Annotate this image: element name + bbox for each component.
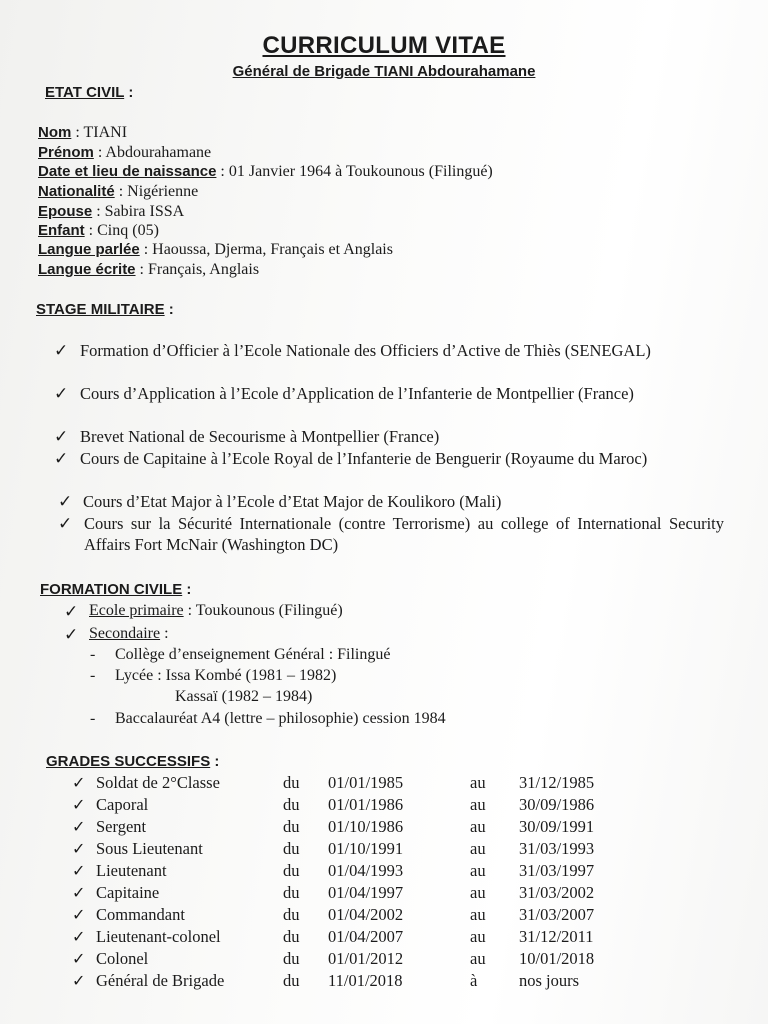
grade-to-date: 10/01/2018 [519, 949, 595, 968]
grade-name: Lieutenant-colonel [96, 927, 221, 946]
grade-du: du [283, 927, 300, 946]
bac-item: Baccalauréat A4 (lettre – philosophie) cession 1984 [115, 710, 446, 727]
field-label: Date et lieu de naissance [38, 163, 217, 180]
grade-du: du [283, 971, 300, 990]
checkmark-icon: ✓ [72, 795, 86, 814]
grade-to-date: 31/03/1993 [519, 839, 595, 858]
grade-from-date: 11/01/2018 [328, 971, 403, 990]
grade-au: au [470, 773, 486, 792]
grade-au: au [470, 795, 486, 814]
grade-au: au [470, 817, 486, 836]
grade-row [0, 905, 768, 927]
checkmark-icon: ✓ [72, 839, 86, 858]
field-label: Nom [38, 124, 72, 141]
field-label: Langue parlée [38, 241, 140, 258]
field-nationalite [38, 183, 198, 201]
checkmark-icon: ✓ [54, 341, 69, 361]
lycee-item: Lycée : Issa Kombé (1981 – 1982) [115, 667, 337, 684]
stage-militaire-heading [36, 301, 174, 318]
grade-du: du [283, 839, 300, 858]
grades-heading [46, 753, 219, 770]
etat-civil-heading-text: ETAT CIVIL [45, 84, 125, 101]
grade-from-date: 01/01/1985 [328, 773, 404, 792]
secondaire-label: Secondaire [89, 625, 161, 642]
field-prenom [38, 144, 211, 162]
field-value: : Abdourahamane [93, 144, 212, 161]
field-label: Nationalité [38, 183, 115, 200]
grade-au: au [470, 839, 486, 858]
field-value: : TIANI [71, 124, 128, 141]
field-value: : Sabira ISSA [92, 203, 185, 220]
secondaire-colon: : [160, 625, 169, 642]
stage-militaire-heading-text: STAGE MILITAIRE [36, 301, 165, 318]
grade-name: Colonel [96, 949, 149, 968]
etat-civil-heading-colon: : [124, 84, 134, 101]
grade-from-date: 01/04/2007 [328, 927, 404, 946]
grade-du: du [283, 949, 300, 968]
checkmark-icon: ✓ [54, 427, 69, 447]
grade-row [0, 883, 768, 905]
checkmark-icon: ✓ [72, 905, 86, 924]
grade-name: Général de Brigade [96, 971, 225, 990]
formation-civile-heading-colon: : [182, 581, 192, 598]
grade-to-date: 31/12/1985 [519, 773, 595, 792]
ecole-primaire-value: : Toukounous (Filingué) [183, 602, 343, 619]
checkmark-icon: ✓ [64, 625, 79, 645]
field-nom [38, 124, 127, 142]
grade-du: du [283, 817, 300, 836]
grade-from-date: 01/04/2002 [328, 905, 404, 924]
field-value: : Cinq (05) [84, 222, 159, 239]
checkmark-icon: ✓ [72, 773, 86, 792]
field-langue-parlee [38, 241, 393, 259]
grade-from-date: 01/01/2012 [328, 949, 404, 968]
checkmark-icon: ✓ [72, 949, 86, 968]
grade-du: du [283, 905, 300, 924]
grade-from-date: 01/04/1997 [328, 883, 404, 902]
checkmark-icon: ✓ [64, 602, 79, 622]
grade-name: Caporal [96, 795, 149, 814]
grade-name: Sous Lieutenant [96, 839, 203, 858]
grade-du: du [283, 861, 300, 880]
stage-item: Formation d’Officier à l’Ecole Nationale des Officiers d’Active de Thiès (SENEGAL) [80, 341, 651, 360]
grade-name: Lieutenant [96, 861, 167, 880]
grade-name: Sergent [96, 817, 147, 836]
grade-au: au [470, 905, 486, 924]
grade-name: Soldat de 2°Classe [96, 773, 220, 792]
checkmark-icon: ✓ [72, 927, 86, 946]
field-enfant [38, 222, 159, 240]
grades-heading-text: GRADES SUCCESSIFS [46, 753, 211, 770]
field-epouse [38, 203, 184, 221]
grade-au: au [470, 883, 486, 902]
grade-au: au [470, 949, 486, 968]
grade-au: au [470, 927, 486, 946]
checkmark-icon: ✓ [54, 384, 69, 404]
ecole-primaire [89, 602, 343, 620]
grade-to-date: nos jours [519, 971, 580, 990]
formation-civile-heading-text: FORMATION CIVILE [40, 581, 183, 598]
grade-row [0, 839, 768, 861]
grade-du: du [283, 773, 300, 792]
field-value: : 01 Janvier 1964 à Toukounous (Filingué) [216, 163, 493, 180]
grade-name: Capitaine [96, 883, 160, 902]
stage-item: Cours d’Etat Major à l’Ecole d’Etat Major de Koulikoro (Mali) [83, 492, 502, 511]
grade-to-date: 30/09/1991 [519, 817, 595, 836]
checkmark-icon: ✓ [72, 817, 86, 836]
grade-row [0, 817, 768, 839]
stage-militaire-heading-colon: : [164, 301, 174, 318]
field-value: : Haoussa, Djerma, Français et Anglais [139, 241, 393, 258]
checkmark-icon: ✓ [58, 514, 73, 534]
formation-civile-heading [40, 581, 191, 598]
field-label: Prénom [38, 144, 94, 161]
grade-from-date: 01/10/1986 [328, 817, 404, 836]
grade-row [0, 971, 768, 993]
lycee-item-2: Kassaï (1982 – 1984) [175, 688, 313, 705]
field-langue-ecrite [38, 261, 259, 279]
grade-au: au [470, 861, 486, 880]
grade-from-date: 01/10/1991 [328, 839, 404, 858]
grade-row [0, 861, 768, 883]
stage-item: Cours de Capitaine à l’Ecole Royal de l’Infanterie de Benguerir (Royaume du Maroc) [80, 449, 648, 468]
stage-item: Cours d’Application à l’Ecole d’Application de l’Infanterie de Montpellier (France) [80, 384, 634, 403]
field-value: : Nigérienne [114, 183, 199, 200]
grade-to-date: 31/03/1997 [519, 861, 595, 880]
grade-to-date: 30/09/1986 [519, 795, 595, 814]
grade-to-date: 31/03/2002 [519, 883, 595, 902]
checkmark-icon: ✓ [72, 971, 86, 990]
checkmark-icon: ✓ [54, 449, 69, 469]
dash-bullet: - [90, 667, 96, 684]
college-item: Collège d’enseignement Général : Filingué [115, 646, 391, 663]
grade-name: Commandant [96, 905, 185, 924]
grade-du: du [283, 795, 300, 814]
field-naissance [38, 163, 493, 181]
field-label: Epouse [38, 203, 93, 220]
grades-heading-colon: : [210, 753, 220, 770]
dash-bullet: - [90, 710, 96, 727]
field-value: : Français, Anglais [135, 261, 260, 278]
grade-from-date: 01/01/1986 [328, 795, 404, 814]
grade-row [0, 773, 768, 795]
field-label: Enfant [38, 222, 85, 239]
grade-to-date: 31/12/2011 [519, 927, 594, 946]
checkmark-icon: ✓ [58, 492, 73, 512]
checkmark-icon: ✓ [72, 861, 86, 880]
grade-row [0, 927, 768, 949]
grade-from-date: 01/04/1993 [328, 861, 404, 880]
ecole-primaire-label: Ecole primaire [89, 602, 184, 619]
field-label: Langue écrite [38, 261, 136, 278]
stage-item: Brevet National de Secourisme à Montpellier (France) [80, 427, 440, 446]
dash-bullet: - [90, 646, 96, 663]
page-title: CURRICULUM VITAE [262, 32, 506, 59]
page-subtitle: Général de Brigade TIANI Abdourahamane [232, 63, 536, 80]
grade-row [0, 949, 768, 971]
grade-au: à [470, 971, 478, 990]
grade-to-date: 31/03/2007 [519, 905, 595, 924]
stage-item: Cours sur la Sécurité Internationale (contre Terrorisme) au college of International Security Affairs Fort McNair (Washington DC) [84, 514, 724, 554]
grade-du: du [283, 883, 300, 902]
checkmark-icon: ✓ [72, 883, 86, 902]
grade-row [0, 795, 768, 817]
secondaire [89, 625, 169, 643]
etat-civil-heading [45, 84, 133, 101]
